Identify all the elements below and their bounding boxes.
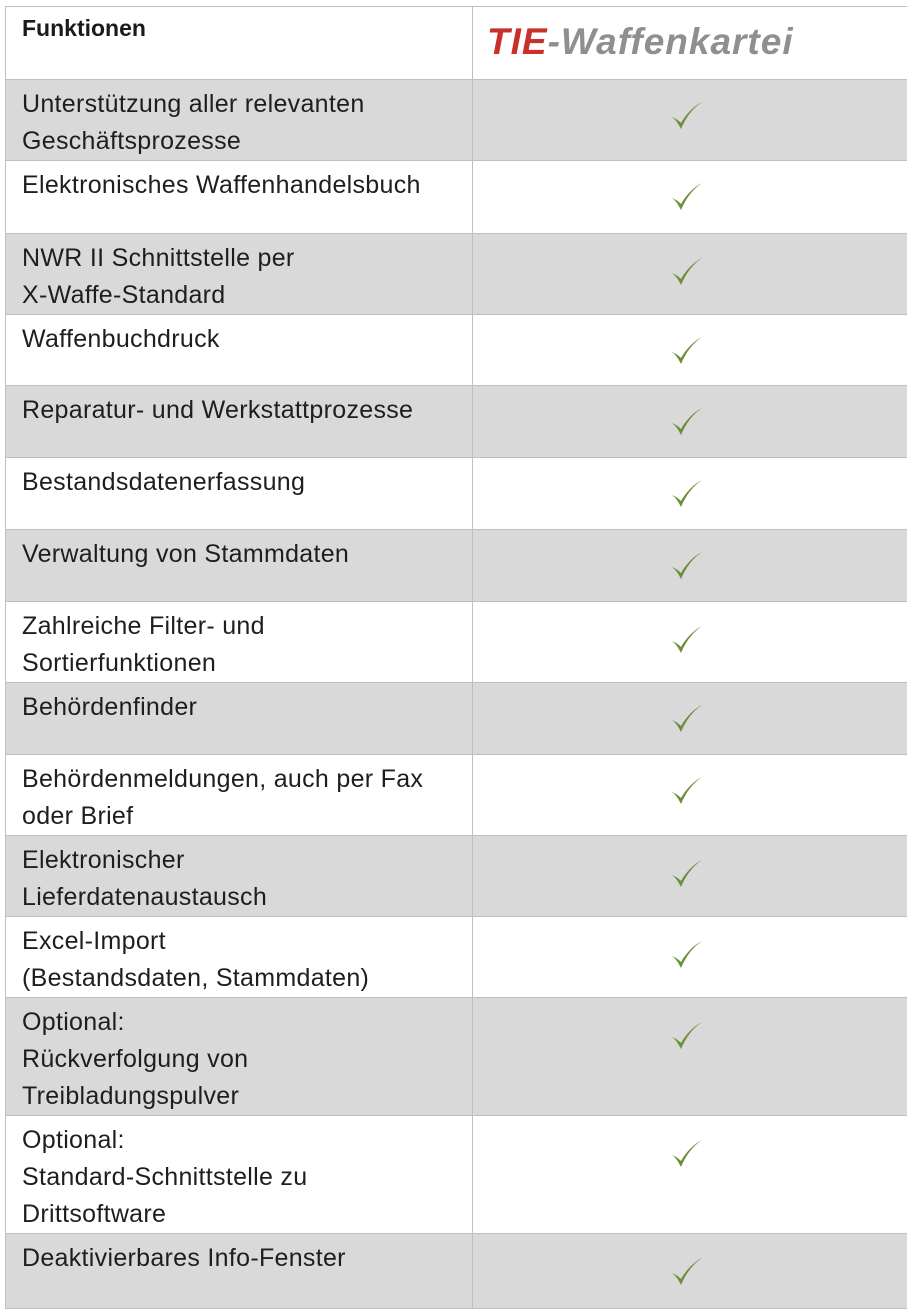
product-logo [487, 23, 794, 60]
feature-name-line: X-Waffe-Standard [22, 277, 472, 314]
checkmark-icon [669, 550, 703, 582]
table-row [6, 80, 907, 161]
feature-name-cell [6, 80, 473, 161]
table-row [6, 998, 907, 1116]
checkmark-icon [669, 703, 703, 735]
feature-comparison-table [5, 6, 907, 1309]
feature-name-cell [6, 683, 473, 755]
feature-check-cell [473, 836, 907, 917]
feature-name-line: Lieferdatenaustausch [22, 879, 472, 916]
feature-name-cell [6, 602, 473, 683]
feature-check-cell [473, 234, 907, 315]
column-header-functions: Funktionen [6, 7, 472, 42]
feature-check-cell [473, 683, 907, 755]
checkmark-icon [669, 478, 703, 510]
checkmark-icon [669, 775, 703, 807]
checkmark-icon [669, 1138, 703, 1170]
header-functions-cell [6, 7, 473, 80]
table-row [6, 234, 907, 315]
feature-name-line: Behördenmeldungen, auch per Fax [22, 761, 472, 798]
checkmark-icon [669, 181, 703, 213]
feature-name-cell [6, 530, 473, 602]
header-logo-cell [473, 7, 907, 80]
feature-name-cell [6, 161, 473, 234]
table-row [6, 1234, 907, 1309]
table-row [6, 386, 907, 458]
feature-name-line: Waffenbuchdruck [22, 321, 472, 358]
feature-name-cell [6, 315, 473, 386]
feature-name-line: Reparatur- und Werkstattprozesse [22, 392, 472, 429]
table-row [6, 530, 907, 602]
feature-name-line: Bestandsdatenerfassung [22, 464, 472, 501]
table-row [6, 836, 907, 917]
feature-check-cell [473, 1116, 907, 1234]
logo-brand-part: TIE [487, 21, 548, 62]
feature-check-cell [473, 755, 907, 836]
checkmark-icon [669, 1256, 703, 1288]
feature-check-cell [473, 602, 907, 683]
feature-name-line: Elektronischer [22, 842, 472, 879]
table-row [6, 1116, 907, 1234]
feature-check-cell [473, 917, 907, 998]
logo-product-part: -Waffenkartei [548, 21, 794, 62]
feature-name-cell [6, 998, 473, 1116]
feature-name-line: Standard-Schnittstelle zu [22, 1159, 472, 1196]
feature-name-cell [6, 386, 473, 458]
table-row [6, 755, 907, 836]
feature-check-cell [473, 80, 907, 161]
feature-name-line: oder Brief [22, 798, 472, 835]
checkmark-icon [669, 100, 703, 132]
feature-name-line: NWR II Schnittstelle per [22, 240, 472, 277]
feature-name-line: Sortierfunktionen [22, 645, 472, 682]
table-row [6, 315, 907, 386]
feature-check-cell [473, 458, 907, 530]
feature-name-line: Geschäftsprozesse [22, 123, 472, 160]
feature-name-line: Treibladungspulver [22, 1078, 472, 1115]
feature-name-cell [6, 1116, 473, 1234]
feature-name-line: Behördenfinder [22, 689, 472, 726]
feature-check-cell [473, 530, 907, 602]
table-row [6, 917, 907, 998]
feature-check-cell [473, 386, 907, 458]
checkmark-icon [669, 624, 703, 656]
feature-check-cell [473, 1234, 907, 1309]
feature-name-line: Drittsoftware [22, 1196, 472, 1233]
checkmark-icon [669, 858, 703, 890]
table-row [6, 683, 907, 755]
feature-name-line: Verwaltung von Stammdaten [22, 536, 472, 573]
feature-name-cell [6, 1234, 473, 1309]
feature-check-cell [473, 161, 907, 234]
feature-name-cell [6, 917, 473, 998]
feature-name-line: Elektronisches Waffenhandelsbuch [22, 167, 472, 204]
checkmark-icon [669, 939, 703, 971]
feature-check-cell [473, 315, 907, 386]
table-header-row [6, 7, 907, 80]
checkmark-icon [669, 406, 703, 438]
table-row [6, 458, 907, 530]
feature-name-line: Unterstützung aller relevanten [22, 86, 472, 123]
feature-name-cell [6, 755, 473, 836]
feature-name-line: Optional: [22, 1122, 472, 1159]
feature-name-line: (Bestandsdaten, Stammdaten) [22, 960, 472, 997]
checkmark-icon [669, 335, 703, 367]
feature-check-cell [473, 998, 907, 1116]
feature-name-line: Excel-Import [22, 923, 472, 960]
feature-name-line: Optional: [22, 1004, 472, 1041]
checkmark-icon [669, 1020, 703, 1052]
table-row [6, 602, 907, 683]
feature-name-line: Zahlreiche Filter- und [22, 608, 472, 645]
feature-name-cell [6, 836, 473, 917]
feature-name-line: Deaktivierbares Info-Fenster [22, 1240, 472, 1277]
feature-name-cell [6, 234, 473, 315]
feature-name-cell [6, 458, 473, 530]
table-row [6, 161, 907, 234]
feature-name-line: Rückverfolgung von [22, 1041, 472, 1078]
checkmark-icon [669, 256, 703, 288]
